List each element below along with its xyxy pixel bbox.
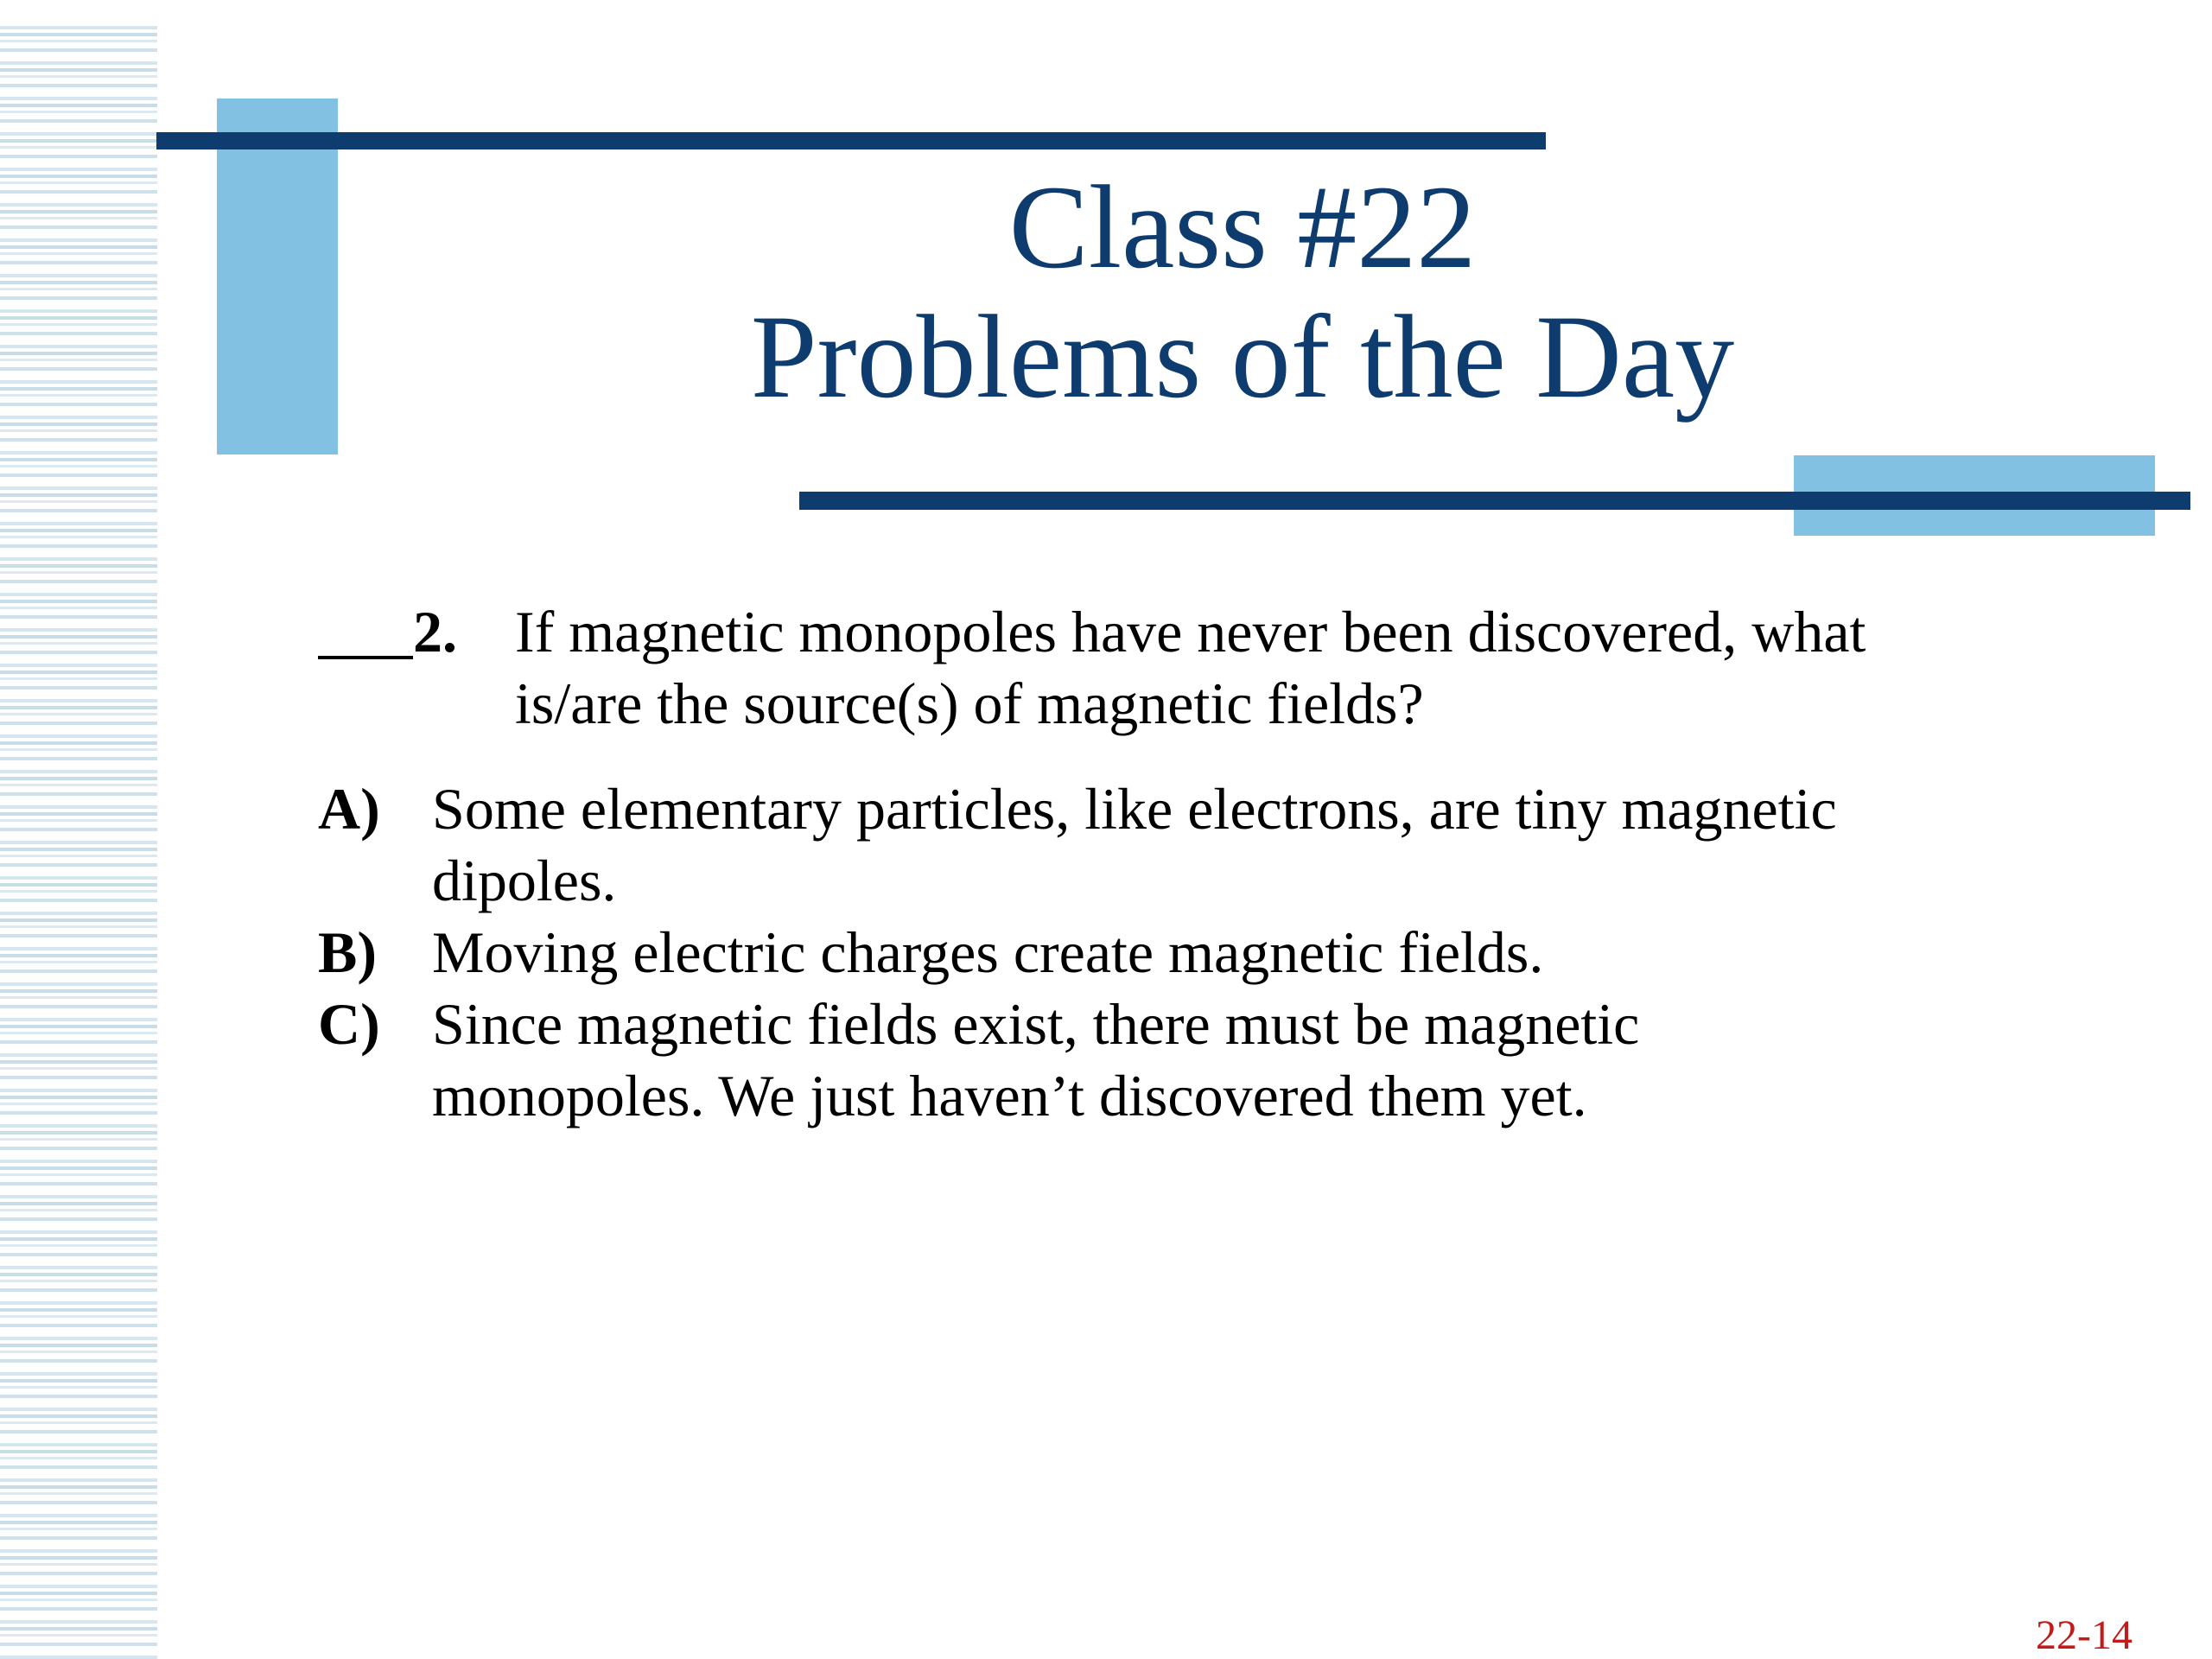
answer-blank: [318, 596, 413, 668]
title-line-1: Class #22: [1008, 161, 1477, 293]
title-line-2: Problems of the Day: [750, 290, 1735, 423]
option-label: A): [318, 776, 380, 842]
question-text-line-2: is/are the source(s) of magnetic fields?: [515, 671, 1424, 736]
title-bar-bottom: [799, 492, 2190, 510]
option-label: C): [318, 991, 380, 1057]
option-text: [432, 917, 1837, 988]
decorative-block-left: [217, 99, 338, 454]
page-number: 22-14: [2036, 1612, 2133, 1658]
option-text-line: Since magnetic fields exist, there must be magnetic: [432, 991, 1640, 1057]
slide-title: [657, 162, 1828, 422]
option-text: [432, 988, 1837, 1132]
answer-options: [318, 773, 1837, 1132]
option-text-line: Some elementary particles, like electrons, are tiny magnetic: [432, 776, 1837, 842]
option-text: [432, 773, 1837, 917]
title-bar-top: [156, 132, 1546, 149]
option-text-line: Moving electric charges create magnetic fields.: [432, 919, 1544, 985]
question-number: 2.: [413, 599, 457, 664]
question-text: [515, 596, 2157, 740]
question-text-line-1: If magnetic monopoles have never been discovered, what: [515, 599, 1866, 664]
option-text-line: monopoles. We just haven’t discovered them yet.: [432, 1063, 1587, 1128]
option-c: [318, 988, 1837, 1132]
decorative-stripes: [0, 26, 157, 1659]
option-b: [318, 917, 1837, 988]
option-label: B): [318, 919, 377, 985]
option-text-line: dipoles.: [432, 848, 617, 913]
option-a: [318, 773, 1837, 917]
